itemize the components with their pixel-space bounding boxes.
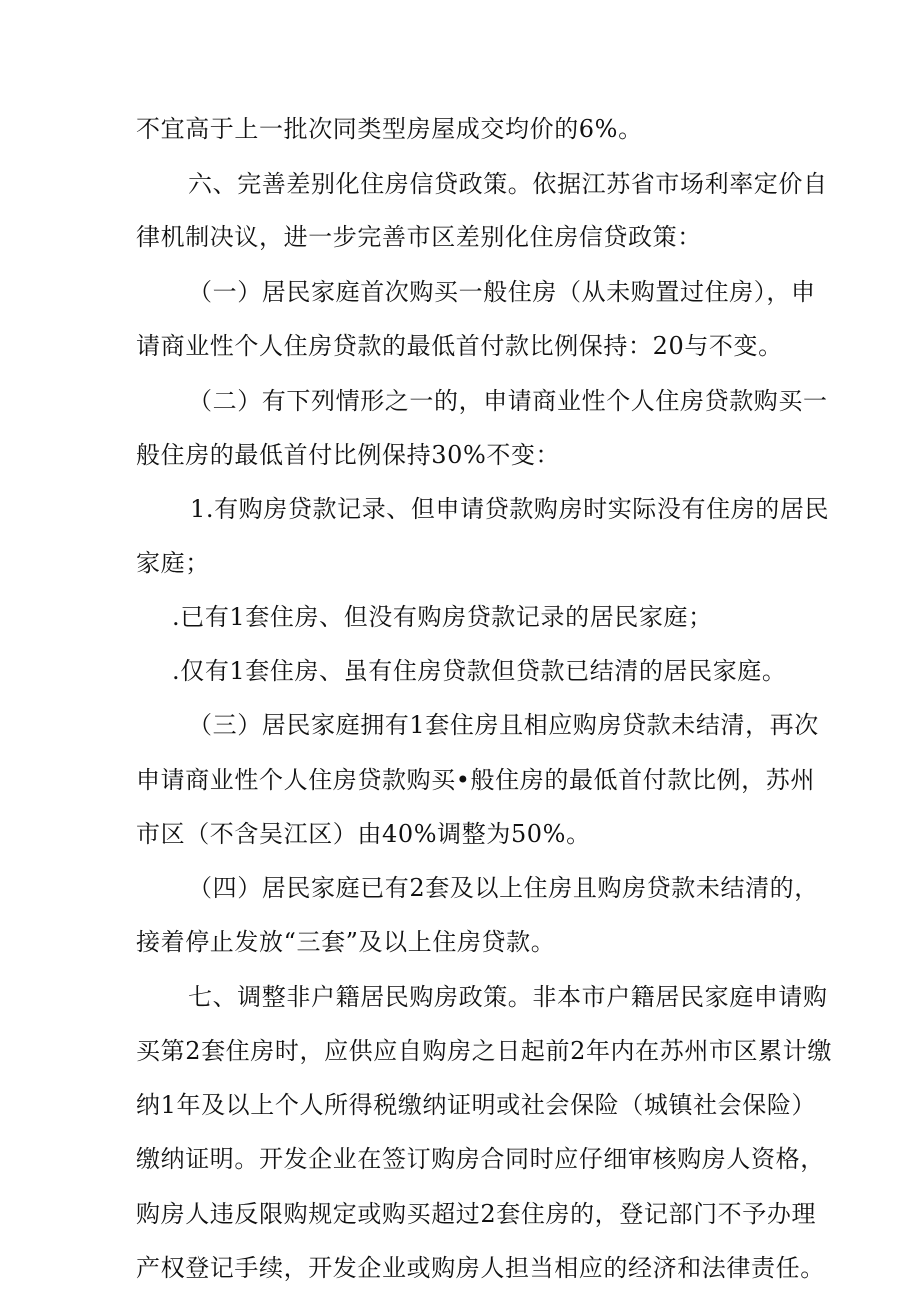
subitem-3: .仅有1套住房、虽有住房贷款但贷款已结清的居民家庭。 xyxy=(172,657,787,685)
text-line: 缴纳证明。开发企业在签订购房合同时应仔细审核购房人资格， xyxy=(136,1145,825,1173)
text-line: 请商业性个人住房贷款的最低首付款比例保持：20与不变。 xyxy=(136,332,783,360)
text-line: 购房人违反限购规定或购买超过2套住房的，登记部门不予办理 xyxy=(136,1200,817,1228)
text-line: 律机制决议，进一步完善市区差别化住房信贷政策： xyxy=(136,223,702,251)
text-line: 接着停止发放“三套”及以上住房贷款。 xyxy=(136,928,556,956)
subitem-2: .已有1套住房、但没有购房贷款记录的居民家庭； xyxy=(172,603,713,631)
text-line: 市区（不含吴江区）由40%调整为50%。 xyxy=(136,820,591,848)
subitem-1: 1.有购房贷款记录、但申请贷款购房时实际没有住房的居民 xyxy=(190,495,830,523)
paragraph-heading-six: 六、完善差别化住房信贷政策。依据江苏省市场利率定价自 xyxy=(188,170,828,198)
item-three: （三）居民家庭拥有1套住房且相应购房贷款未结清，再次 xyxy=(188,711,819,739)
paragraph-heading-seven: 七、调整非户籍居民购房政策。非本市户籍居民家庭申请购 xyxy=(188,983,828,1011)
item-four: （四）居民家庭已有2套及以上住房且购房贷款未结清的， xyxy=(188,874,819,902)
text-line: 申请商业性个人住房贷款购买•般住房的最低首付款比例，苏州 xyxy=(136,766,815,794)
text-line: 不宜高于上一批次同类型房屋成交均价的6%。 xyxy=(136,115,643,143)
text-line: 买第2套住房时，应供应自购房之日起前2年内在苏州市区累计缴 xyxy=(136,1037,832,1065)
text-line: 般住房的最低首付比例保持30%不变： xyxy=(136,441,561,469)
item-one: （一）居民家庭首次购买一般住房（从未购置过住房），申 xyxy=(188,278,816,306)
item-two: （二）有下列情形之一的，申请商业性个人住房贷款购买一 xyxy=(188,387,828,415)
text-line: 产权登记手续，开发企业或购房人担当相应的经济和法律责任。 xyxy=(136,1254,825,1282)
text-line: 纳1年及以上个人所得税缴纳证明或社会保险（城镇社会保险） xyxy=(136,1091,817,1119)
text-line: 家庭； xyxy=(136,549,210,577)
